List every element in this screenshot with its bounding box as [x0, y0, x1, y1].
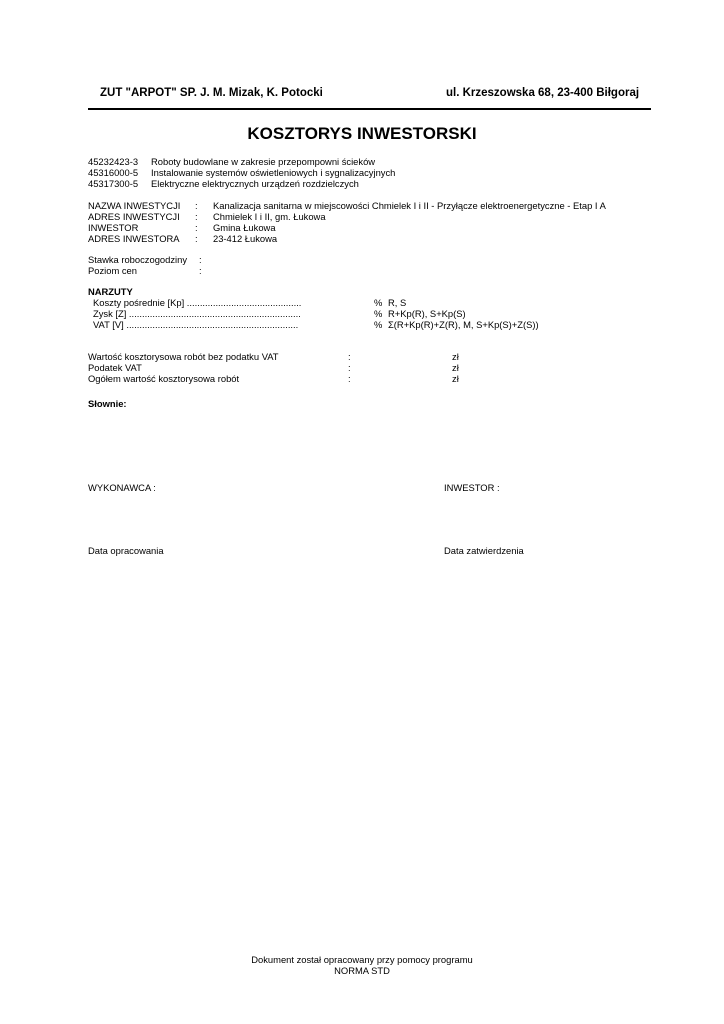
cpv-code: 45316000-5: [88, 167, 139, 178]
value-separator: :: [348, 351, 351, 362]
footer-note: Dokument został opracowany przy pomocy programu: [251, 954, 473, 965]
value-label: Wartość kosztorysowa robót bez podatku VAT: [88, 351, 279, 362]
investment-label: INWESTOR: [88, 222, 139, 233]
surcharge-label: VAT [V] ..................................................................: [93, 319, 299, 330]
investment-separator: :: [195, 211, 198, 222]
page-title: KOSZTORYS INWESTORSKI: [247, 124, 477, 143]
surcharge-formula: R+Kp(R), S+Kp(S): [388, 308, 466, 319]
cpv-code: 45317300-5: [88, 178, 139, 189]
rate-label: Stawka roboczogodziny: [88, 254, 188, 265]
value-label: Podatek VAT: [88, 362, 142, 373]
date-prepared-label: Data opracowania: [88, 545, 164, 556]
company-name: ZUT "ARPOT" SP. J. M. Mizak, K. Potocki: [100, 87, 323, 99]
surcharges-heading: NARZUTY: [88, 286, 133, 297]
rate-separator: :: [199, 254, 202, 265]
investment-separator: :: [195, 222, 198, 233]
value-unit: zł: [452, 373, 459, 384]
contractor-label: WYKONAWCA :: [88, 482, 156, 493]
footer-program-name: NORMA STD: [334, 965, 390, 976]
surcharge-unit: %: [374, 297, 383, 308]
cpv-description: Elektryczne elektrycznych urządzeń rozdzielczych: [151, 178, 359, 189]
rate-separator: :: [199, 265, 202, 276]
header-rule: [88, 108, 651, 110]
value-unit: zł: [452, 362, 459, 373]
value-unit: zł: [452, 351, 459, 362]
rate-label: Poziom cen: [88, 265, 137, 276]
cpv-description: Roboty budowlane w zakresie przepompowni ścieków: [151, 156, 376, 167]
value-label: Ogółem wartość kosztorysowa robót: [88, 373, 240, 384]
investment-label: ADRES INWESTYCJI: [88, 211, 180, 222]
date-approved-label: Data zatwierdzenia: [444, 545, 524, 556]
investment-value: Chmielek I i II, gm. Łukowa: [213, 211, 326, 222]
investment-value: Kanalizacja sanitarna w miejscowości Chmielek I i II - Przyłącze elektroenergetyczne - Etap I A: [213, 200, 606, 211]
investment-label: ADRES INWESTORA: [88, 233, 180, 244]
surcharge-formula: R, S: [388, 297, 407, 308]
value-separator: :: [348, 373, 351, 384]
surcharge-label: Zysk [Z] ..................................................................: [93, 308, 301, 319]
value-separator: :: [348, 362, 351, 373]
surcharge-formula: Σ(R+Kp(R)+Z(R), M, S+Kp(S)+Z(S)): [388, 319, 539, 330]
cpv-code: 45232423-3: [88, 156, 139, 167]
surcharge-unit: %: [374, 308, 383, 319]
company-address: ul. Krzeszowska 68, 23-400 Biłgoraj: [446, 87, 640, 99]
surcharge-unit: %: [374, 319, 383, 330]
investment-value: Gmina Łukowa: [213, 222, 276, 233]
investment-separator: :: [195, 233, 198, 244]
investment-separator: :: [195, 200, 198, 211]
in-words-label: Słownie:: [88, 398, 127, 409]
investment-value: 23-412 Łukowa: [213, 233, 278, 244]
cpv-description: Instalowanie systemów oświetleniowych i sygnalizacyjnych: [151, 167, 396, 178]
investment-label: NAZWA INWESTYCJI: [88, 200, 181, 211]
investor-label: INWESTOR :: [444, 482, 500, 493]
surcharge-label: Koszty pośrednie [Kp] ............................................: [93, 297, 302, 308]
